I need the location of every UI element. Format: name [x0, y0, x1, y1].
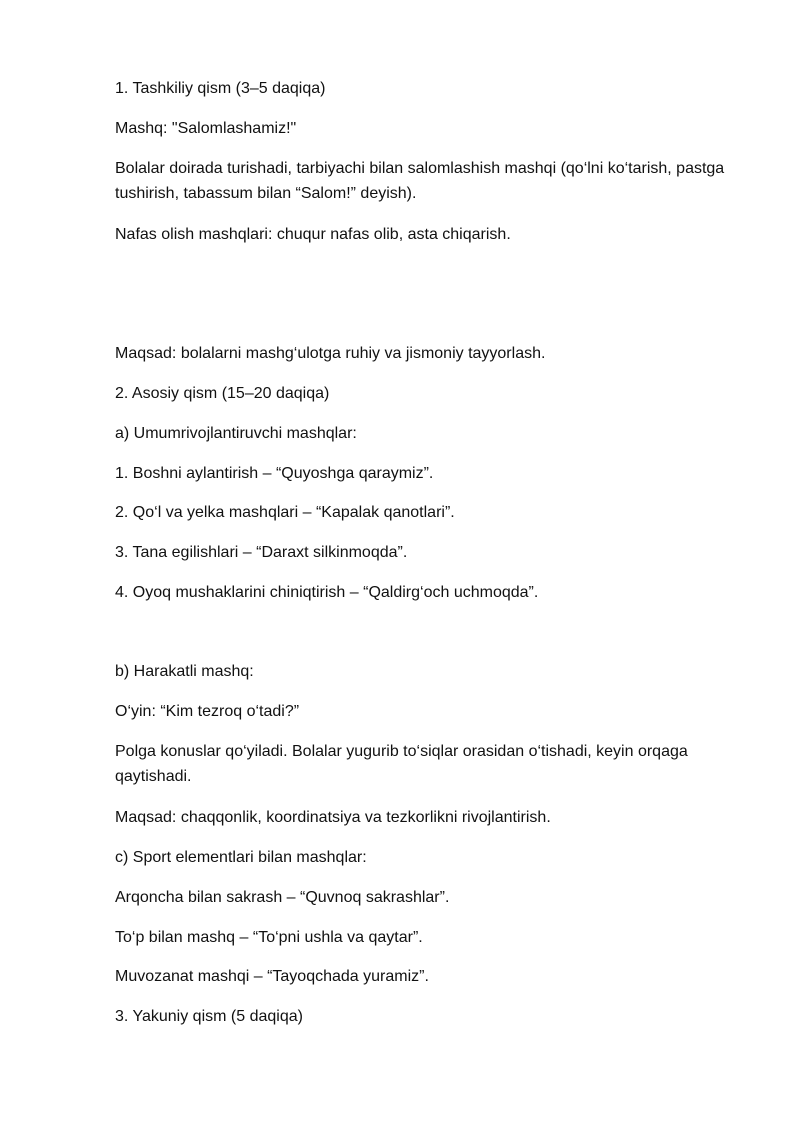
sport-item-ball: To‘p bilan mashq – “To‘pni ushla va qaytar”.	[115, 929, 423, 946]
exercise-greeting-title: Mashq: "Salomlashamiz!"	[115, 120, 297, 137]
game-title: O‘yin: “Kim tezroq o‘tadi?”	[115, 703, 300, 720]
goal-agility: Maqsad: chaqqonlik, koordinatsiya va tezkorlikni rivojlantirish.	[115, 809, 551, 826]
active-exercise-heading: b) Harakatli mashq:	[115, 663, 254, 680]
exercise-item-1: 1. Boshni aylantirish – “Quyoshga qaraymiz”.	[115, 465, 434, 482]
sport-item-balance: Muvozanat mashqi – “Tayoqchada yuramiz”.	[115, 968, 429, 985]
exercise-item-4: 4. Oyoq mushaklarini chiniqtirish – “Qaldirg‘och uchmoqda”.	[115, 584, 539, 601]
exercise-item-2: 2. Qo‘l va yelka mashqlari – “Kapalak qanotlari”.	[115, 504, 455, 521]
general-exercises-heading: a) Umumrivojlantiruvchi mashqlar:	[115, 425, 357, 442]
breathing-exercises: Nafas olish mashqlari: chuqur nafas olib, asta chiqarish.	[115, 226, 511, 243]
section-heading-organizational: 1. Tashkiliy qism (3–5 daqiqa)	[115, 80, 326, 97]
section-heading-main: 2. Asosiy qism (15–20 daqiqa)	[115, 385, 330, 402]
sport-elements-heading: c) Sport elementlari bilan mashqlar:	[115, 849, 367, 866]
goal-preparation: Maqsad: bolalarni mashg‘ulotga ruhiy va jismoniy tayyorlash.	[115, 345, 546, 362]
sport-item-rope: Arqoncha bilan sakrash – “Quvnoq sakrashlar”.	[115, 889, 450, 906]
exercise-item-3: 3. Tana egilishlari – “Daraxt silkinmoqda”.	[115, 544, 408, 561]
greeting-description: Bolalar doirada turishadi, tarbiyachi bilan salomlashish mashqi (qo‘lni ko‘tarish, pastga tushirish, tabassum bilan “Salom!” deyish).	[115, 160, 725, 202]
game-description: Polga konuslar qo‘yiladi. Bolalar yugurib to‘siqlar orasidan o‘tishadi, keyin orqaga qaytishadi.	[115, 743, 688, 785]
section-heading-final: 3. Yakuniy qism (5 daqiqa)	[115, 1008, 303, 1025]
